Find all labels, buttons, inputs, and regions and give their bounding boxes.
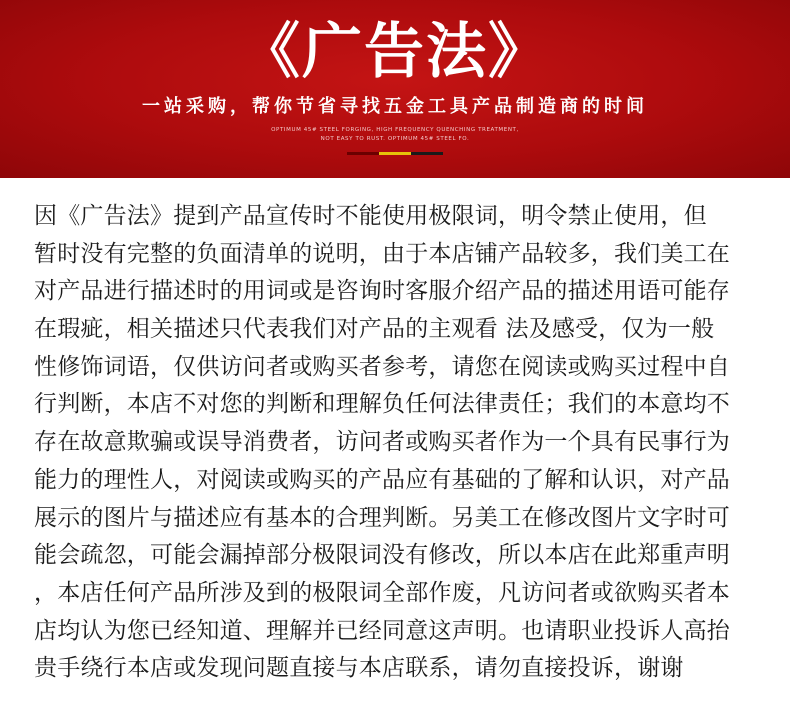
disclaimer-text <box>34 198 758 688</box>
stripe-dark-red <box>347 152 379 155</box>
banner-english-line-2: NOT EASY TO RUST. OPTIMUM 45# STEEL FO. <box>320 136 470 142</box>
stripe-yellow <box>379 152 411 155</box>
banner-english-line-1: OPTIMUM 45# STEEL FORGING, HIGH FREQUENCY QUENCHING TREATMENT, <box>271 127 519 133</box>
text-line: 性修饰词语，仅供访问者或购买者参考，请您在阅读或购买过程中自 <box>34 353 730 380</box>
banner-english-text <box>200 126 590 144</box>
banner-subtitle: 一站采购，帮你节省寻找五金工具产品制造商的时间 <box>142 96 648 117</box>
banner-title: 《广告法》 <box>240 17 550 87</box>
text-line: ，本店任何产品所涉及到的极限词全部作废，凡访问者或欲购买者本 <box>34 579 730 606</box>
text-line: 店均认为您已经知道、理解并已经同意这声明。也请职业投诉人高抬 <box>34 617 730 644</box>
text-line: 存在故意欺骗或误导消费者，访问者或购买者作为一个具有民事行为 <box>34 429 730 456</box>
text-line: 能会疏忽，可能会漏掉部分极限词没有修改，所以本店在此郑重声明 <box>34 542 730 569</box>
text-line: 能力的理性人，对阅读或购买的产品应有基础的了解和认识，对产品 <box>34 466 730 493</box>
text-line: 展示的图片与描述应有基本的合理判断。另美工在修改图片文字时可 <box>34 504 730 531</box>
header-banner <box>0 0 790 178</box>
text-line: 因《广告法》提到产品宣传时不能使用极限词，明令禁止使用，但 <box>34 203 707 229</box>
text-line: 暂时没有完整的负面清单的说明，由于本店铺产品较多，我们美工在 <box>34 240 730 267</box>
color-stripes <box>347 152 443 155</box>
text-line: 行判断，本店不对您的判断和理解负任何法律责任；我们的本意均不 <box>34 391 730 418</box>
text-line: 对产品进行描述时的用词或是咨询时客服介绍产品的描述用语可能存 <box>34 278 730 305</box>
text-line: 贵手绕行本店或发现问题直接与本店联系，请勿直接投诉，谢谢 <box>34 655 684 682</box>
stripe-black <box>411 152 443 155</box>
text-line: 在瑕疵，相关描述只代表我们对产品的主观看 法及感受，仅为一般 <box>34 316 715 343</box>
